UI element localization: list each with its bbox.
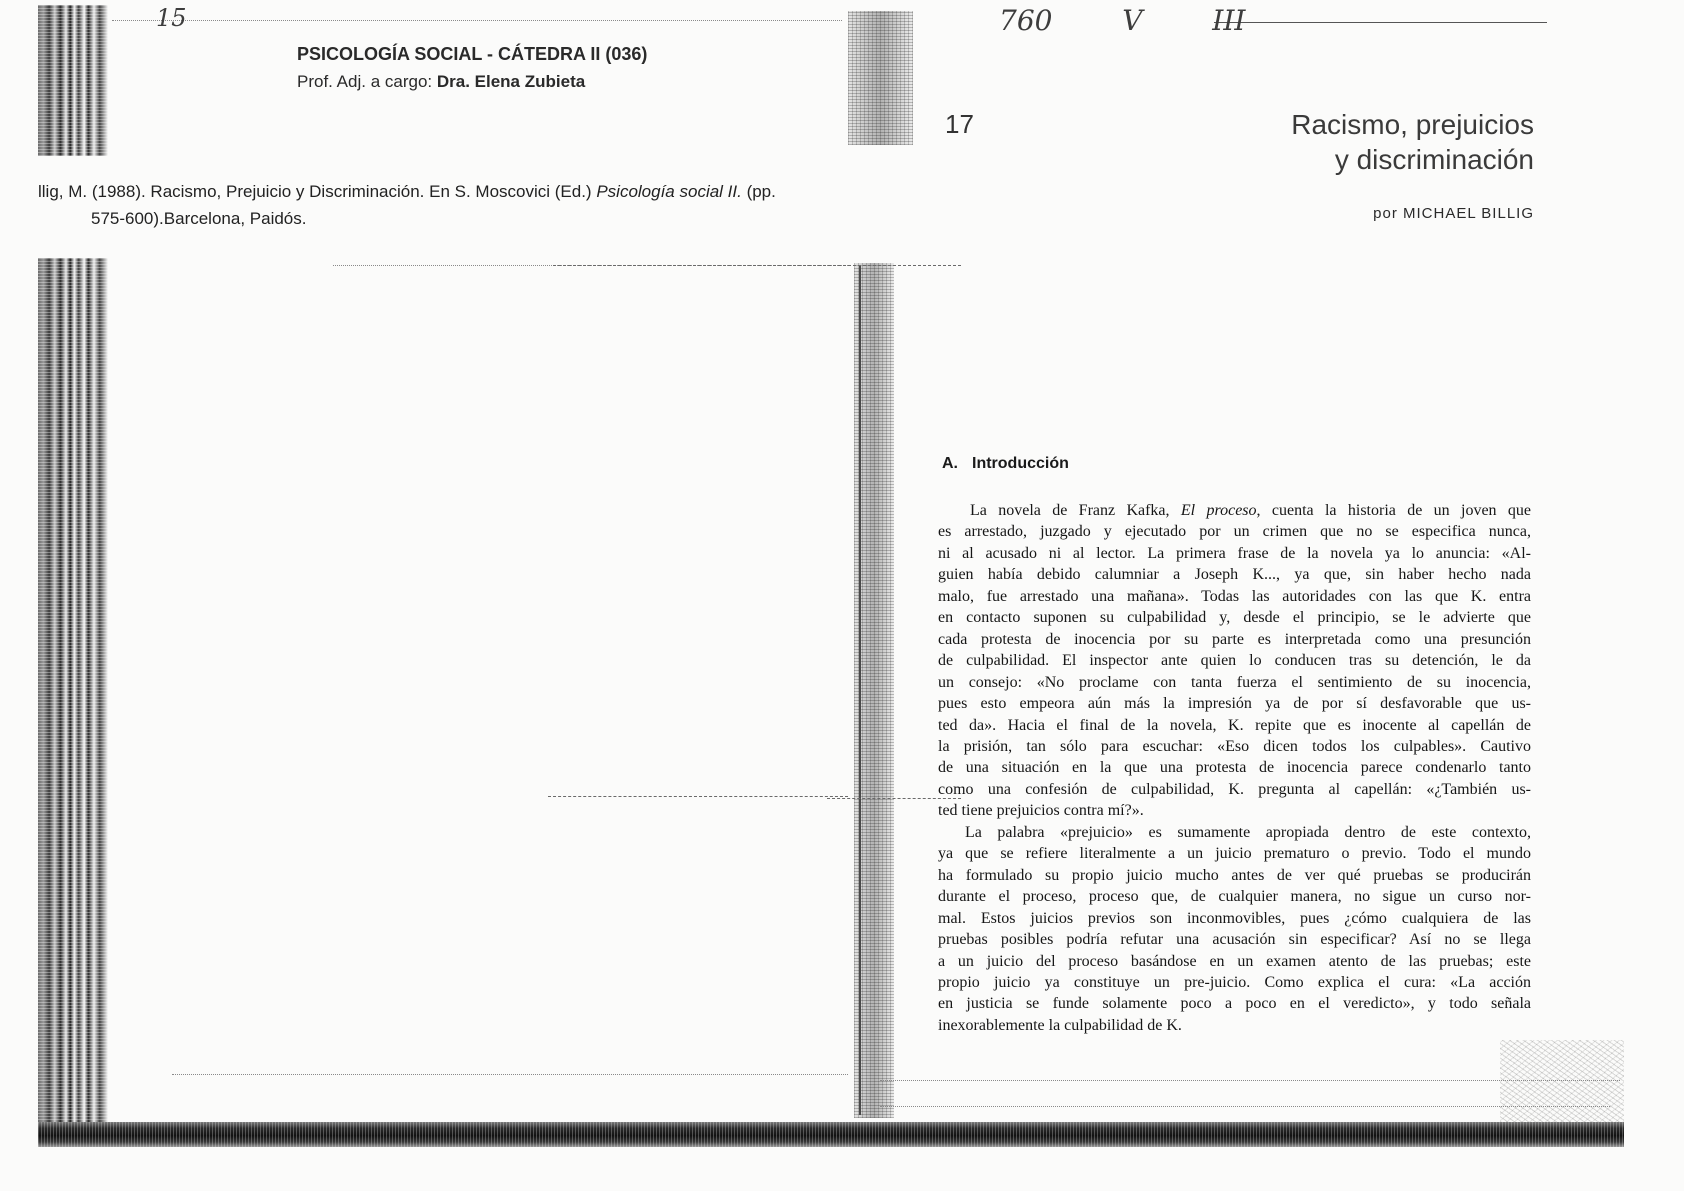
- paragraph-1-line: es arrestado, juzgado y ejecutado por un crimen que no se especifica nunca,: [938, 523, 1531, 541]
- chapter-byline: [1373, 205, 1534, 222]
- paragraph-1-line: en contacto suponen su culpabilidad y, desde el principio, se le advierte que: [938, 609, 1531, 627]
- paragraph-1-line: de una situación en la que una protesta de inocencia parece condenarlo tanto: [938, 759, 1531, 777]
- scan-edge-left-main: [38, 258, 108, 1138]
- handwritten-page-mark: 15: [156, 4, 187, 32]
- paragraph-1-line: un consejo: «No proclame con tanta fuerza el sentimiento de su inocencia,: [938, 673, 1531, 691]
- paragraph-2-line: propio juicio ya constituye un pre-juicio. Como explica el cura: «La acción: [938, 973, 1531, 991]
- paragraph-1-line: ted da». Hacia el final de la novela, K. repite que es inocente al capellán de: [938, 716, 1531, 734]
- paragraph-2-line: pruebas posibles podría refutar una acusación sin especificar? Así no se llega: [938, 931, 1531, 949]
- scan-speckle: [1500, 1040, 1624, 1122]
- paragraph-2-line: ha formulado su propio juicio mucho antes de ver qué pruebas se producirán: [938, 866, 1531, 884]
- paragraph-1-line: ni al acusado ni al lector. La primera frase de la novela ya lo anuncia: «Al-: [938, 544, 1531, 562]
- text-run: , cuenta la historia de un joven que: [1256, 502, 1532, 519]
- scan-edge-left-top: [38, 5, 108, 156]
- paragraph-1-line: de culpabilidad. El inspector ante quien lo conducen tras su detención, le da: [938, 652, 1531, 670]
- byline-prefix: por: [1373, 205, 1398, 222]
- paragraph-2-line: durante el proceso, proceso que, de cualquier manera, no sigue un curso nor-: [938, 888, 1531, 906]
- novel-title: El proceso: [1180, 502, 1257, 519]
- paragraph-1-line: cada protesta de inocencia por su parte es interpretada como una presunción: [938, 630, 1531, 648]
- section-letter: A.: [942, 455, 958, 472]
- paragraph-1-line: pues esto empeora aún más la impresión ya de por sí desfavorable que us-: [938, 695, 1531, 713]
- body-text: [938, 500, 1531, 1036]
- citation-line-2: 575-600).Barcelona, Paidós.: [91, 209, 307, 228]
- scan-bottom-band: [38, 1122, 1624, 1147]
- professor-name: Dra. Elena Zubieta: [432, 72, 586, 91]
- paragraph-2-line: inexorablemente la culpabilidad de K.: [938, 1016, 1182, 1034]
- chapter-title-line-1: Racismo, prejuicios: [1291, 109, 1534, 140]
- scan-spine-top: [848, 11, 913, 145]
- chapter-title-line-2: y discriminación: [1334, 144, 1534, 175]
- paragraph-1-line: ted tiene prejuicios contra mí?».: [938, 802, 1144, 820]
- scan-dotted-line: [880, 1080, 1620, 1081]
- paragraph-1-line: [938, 500, 1531, 521]
- citation-line-1: [38, 182, 776, 202]
- chapter-number: 17: [945, 109, 974, 139]
- scan-dotted-line: [172, 1074, 848, 1075]
- citation-book-title: Psicología social II.: [596, 182, 742, 201]
- course-header: PSICOLOGÍA SOCIAL - CÁTEDRA II (036): [297, 44, 648, 64]
- paragraph-1-line: como una confesión de culpabilidad, K. pregunta al capellán: «¿También us-: [938, 780, 1531, 798]
- handwritten-catalog-mark: 760 V III: [999, 4, 1246, 37]
- paragraph-1-line: guien había debido calumniar a Joseph K..., ya que, sin haber hecho nada: [938, 566, 1531, 584]
- scan-dotted-line: [112, 20, 842, 21]
- paragraph-2-line: La palabra «prejuicio» es sumamente apropiada dentro de este contexto,: [965, 823, 1531, 841]
- paragraph-2-line: ya que se refiere literalmente a un juicio prematuro o previo. Todo el mundo: [938, 845, 1531, 863]
- handwritten-rule: [1214, 22, 1547, 23]
- text-run: La novela de Franz Kafka,: [970, 502, 1181, 519]
- scan-dashed-line: [553, 265, 961, 266]
- section-heading: [942, 455, 1069, 473]
- paragraph-2-line: mal. Estos juicios previos son inconmovibles, pues ¿cómo cualquiera de las: [938, 909, 1531, 927]
- paragraph-2-line: en justicia se funde solamente poco a poco en el veredicto», y todo señala: [938, 995, 1531, 1013]
- citation-pages-open: (pp.: [741, 182, 776, 201]
- scan-spine-line: [859, 265, 861, 1115]
- professor-line: [297, 72, 585, 92]
- paragraph-2-line: a un juicio del proceso basándose en un examen atento de las pruebas; este: [938, 952, 1531, 970]
- section-title: Introducción: [972, 455, 1069, 472]
- paragraph-1-line: malo, fue arrestado una mañana». Todas las autoridades con las que K. entra: [938, 587, 1531, 605]
- professor-role: Prof. Adj. a cargo:: [297, 72, 433, 91]
- scan-dashed-line: [548, 796, 848, 797]
- paragraph-1-line: la prisión, tan sólo para escuchar: «Eso dicen todos los culpables». Cautivo: [938, 737, 1531, 755]
- byline-author: MICHAEL BILLIG: [1403, 205, 1534, 222]
- citation-text: llig, M. (1988). Racismo, Prejuicio y Discriminación. En S. Moscovici (Ed.): [38, 182, 597, 201]
- scan-dotted-line: [880, 1106, 1610, 1107]
